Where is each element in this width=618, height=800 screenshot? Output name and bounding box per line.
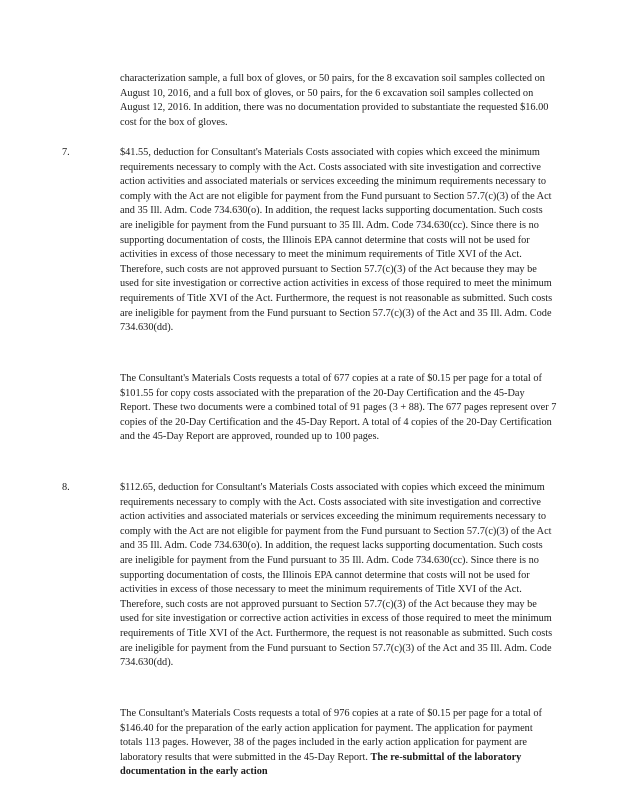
paragraph-item-8-detail-text: The Consultant's Materials Costs requests a total of 976 copies at a rate of $0.15 per page for a total of $146.40 for the preparation of the early action application for payment. The application for payment totals 113 pages. However, 38 of the pages included in the early action application for payment are laboratory results that were submitted in the 45-Day Report. [120, 708, 542, 763]
item-number-8: 8. [62, 482, 70, 493]
paragraph-item-8-detail-bold: The re-submittal of the laboratory documentation in the early action [120, 751, 522, 778]
item-number-7: 7. [62, 147, 70, 158]
paragraph-item-7: $41.55, deduction for Consultant's Materials Costs associated with copies which exceed the minimum requirements necessary to comply with the Act. Costs associated with site investigation and corrective action activities and associated materials or services exceeding the minimum requirements necessary to comply with the Act are not eligible for payment from the Fund pursuant to Section 57.7(c)(3) of the Act and 35 Ill. Adm. Code 734.630(o). In addition, the request lacks supporting documentation. Such costs are ineligible for payment from the Fund pursuant to 35 Ill. Adm. Code 734.630(cc). Since there is no supporting documentation of costs, the Illinois EPA cannot determine that costs will not be used for activities in excess of those necessary to meet the minimum requirements of Title XVI of the Act. Therefore, such costs are not approved pursuant to Section 57.7(c)(3) of the Act because they may be used for site investigation or corrective action activities in excess of those required to meet the minimum requirements of Title XVI of the Act. Furthermore, the request is not reasonable as submitted. Such costs are ineligible for payment from the Fund pursuant to Section 57.7(c)(3) of the Act and 35 Ill. Adm. Code 734.630(dd). [120, 147, 553, 334]
paragraph-item-7-detail: The Consultant's Materials Costs requests a total of 677 copies at a rate of $0.15 per page for a total of $101.55 for copy costs associated with the preparation of the 20-Day Certification and the 45-Day Report. These two documents were a combined total of 91 pages (3 + 88). The 677 pages represent over 7 copies of the 20-Day Certification and the 45-Day Report. A total of 4 copies of the 20-Day Certification and the 45-Day Report are approved, rounded up to 100 pages. [120, 373, 557, 443]
paragraph-continuation: characterization sample, a full box of gloves, or 50 pairs, for the 8 excavation soil samples collected on August 10, 2016, and a full box of gloves, or 50 pairs, for the 6 excavation soil samples collected on August 12, 2016. In addition, there was no documentation provided to substantiate the requested $16.00 cost for the box of gloves. [120, 73, 549, 128]
paragraph-item-8: $112.65, deduction for Consultant's Materials Costs associated with copies which exceed the minimum requirements necessary to comply with the Act. Costs associated with site investigation and corrective action activities and associated materials or services exceeding the minimum requirements necessary to comply with the Act are not eligible for payment from the Fund pursuant to Section 57.7(c)(3) of the Act and 35 Ill. Adm. Code 734.630(o). In addition, the request lacks supporting documentation. Such costs are ineligible for payment from the Fund pursuant to 35 Ill. Adm. Code 734.630(cc). Since there is no supporting documentation of costs, the Illinois EPA cannot determine that costs will not be used for activities in excess of those necessary to meet the minimum requirements of Title XVI of the Act. Therefore, such costs are not approved pursuant to Section 57.7(c)(3) of the Act because they may be used for site investigation or corrective action activities in excess of those required to meet the minimum requirements of Title XVI of the Act. Furthermore, the request is not reasonable as submitted. Such costs are ineligible for payment from the Fund pursuant to Section 57.7(c)(3) of the Act and 35 Ill. Adm. Code 734.630(dd). [120, 482, 553, 669]
paragraph-item-8-detail [120, 707, 557, 780]
